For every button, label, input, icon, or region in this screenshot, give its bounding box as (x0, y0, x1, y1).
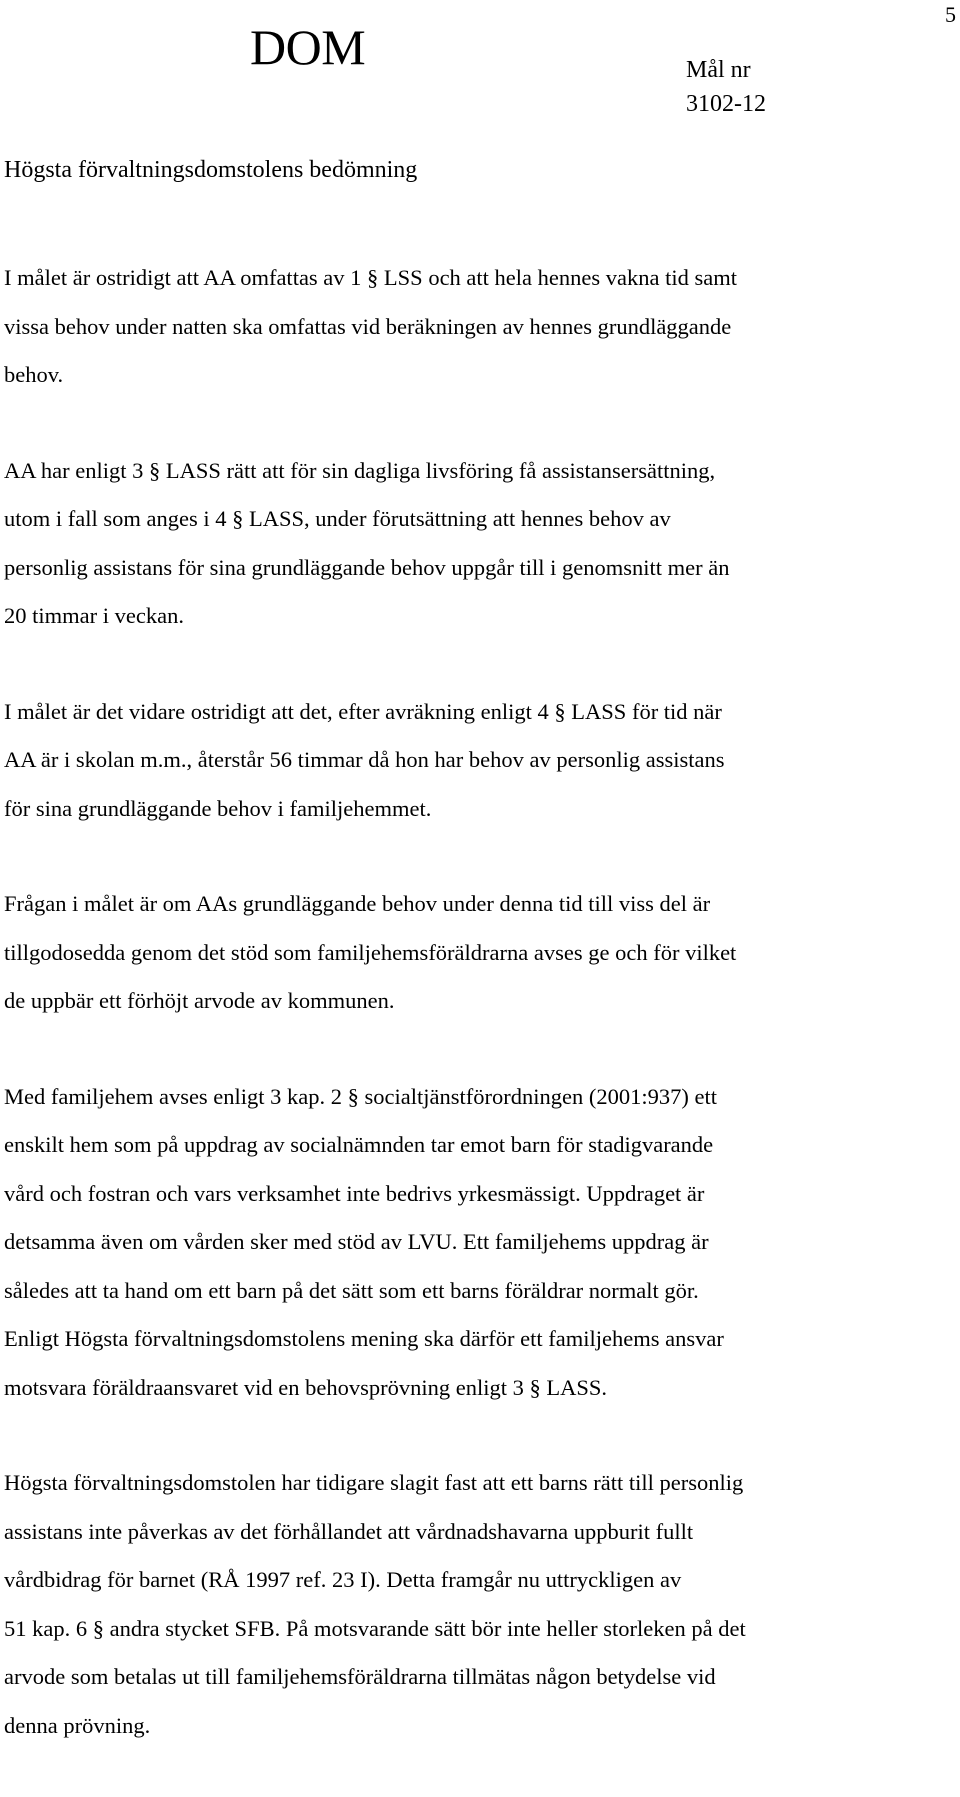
text-line: de uppbär ett förhöjt arvode av kommunen. (4, 988, 395, 1013)
text-line: för sina grundläggande behov i familjehemmet. (4, 795, 432, 821)
text-line: behov. (4, 362, 64, 387)
text-line: tillgodosedda genom det stöd som familjehemsföräldrarna avses ge och för vilket (4, 939, 737, 965)
text-line: AA är i skolan m.m., återstår 56 timmar då hon har behov av personlig assistans (4, 747, 725, 772)
text-line: vårdbidrag för barnet (RÅ 1997 ref. 23 I). Detta framgår nu uttryckligen av (4, 1567, 682, 1592)
text-line: Frågan i målet är om AAs grundläggande behov under denna tid till viss del är (4, 891, 711, 916)
paragraph-6 (4, 1459, 956, 1750)
text-line: 51 kap. 6 § andra stycket SFB. På motsvarande sätt bör inte heller storleken på det (4, 1615, 746, 1641)
text-line: AA har enligt 3 § LASS rätt att för sin dagliga livsföring få assistansersättning, (4, 457, 716, 483)
page-number: 5 (945, 2, 956, 27)
text-line: vård och fostran och vars verksamhet inte bedrivs yrkesmässigt. Uppdraget är (4, 1180, 705, 1206)
paragraph-3 (4, 688, 956, 834)
text-line: vissa behov under natten ska omfattas vid beräkningen av hennes grundläggande (4, 313, 732, 339)
text-line: assistans inte påverkas av det förhållandet att vårdnadshavarna uppburit fullt (4, 1518, 694, 1544)
text-line: Högsta förvaltningsdomstolen har tidigare slagit fast att ett barns rätt till personlig (4, 1470, 744, 1495)
document-title: DOM (250, 19, 366, 75)
paragraph-5 (4, 1073, 956, 1413)
text-line: arvode som betalas ut till familjehemsföräldrarna tillmätas någon betydelse vid (4, 1664, 716, 1689)
text-line: I målet är det vidare ostridigt att det, efter avräkning enligt 4 § LASS för tid när (4, 698, 722, 724)
text-line: I målet är ostridigt att AA omfattas av 1 § LSS och att hela hennes vakna tid samt (4, 265, 737, 290)
text-line: detsamma även om vården sker med stöd av LVU. Ett familjehems uppdrag är (4, 1229, 709, 1254)
text-line: 20 timmar i veckan. (4, 603, 184, 628)
paragraph-1 (4, 254, 956, 400)
case-number: 3102-12 (686, 91, 766, 117)
text-line: enskilt hem som på uppdrag av socialnämnden tar emot barn för stadigvarande (4, 1132, 714, 1157)
text-line: Med familjehem avses enligt 3 kap. 2 § socialtjänstförordningen (2001:937) ett (4, 1083, 717, 1109)
text-line: utom i fall som anges i 4 § LASS, under förutsättning att hennes behov av (4, 506, 671, 531)
text-line: denna prövning. (4, 1712, 151, 1738)
text-line: motsvara föräldraansvaret vid en behovsprövning enligt 3 § LASS. (4, 1374, 607, 1400)
section-heading: Högsta förvaltningsdomstolens bedömning (4, 157, 418, 183)
text-line: Enligt Högsta förvaltningsdomstolens mening ska därför ett familjehems ansvar (4, 1326, 724, 1351)
paragraph-2 (4, 447, 956, 641)
document-body (4, 254, 956, 1797)
text-line: således att ta hand om ett barn på det sätt som ett barns föräldrar normalt gör. (4, 1277, 699, 1303)
case-number-label: Mål nr (686, 57, 751, 83)
paragraph-4 (4, 880, 956, 1026)
text-line: personlig assistans för sina grundläggande behov uppgår till i genomsnitt mer än (4, 554, 730, 580)
